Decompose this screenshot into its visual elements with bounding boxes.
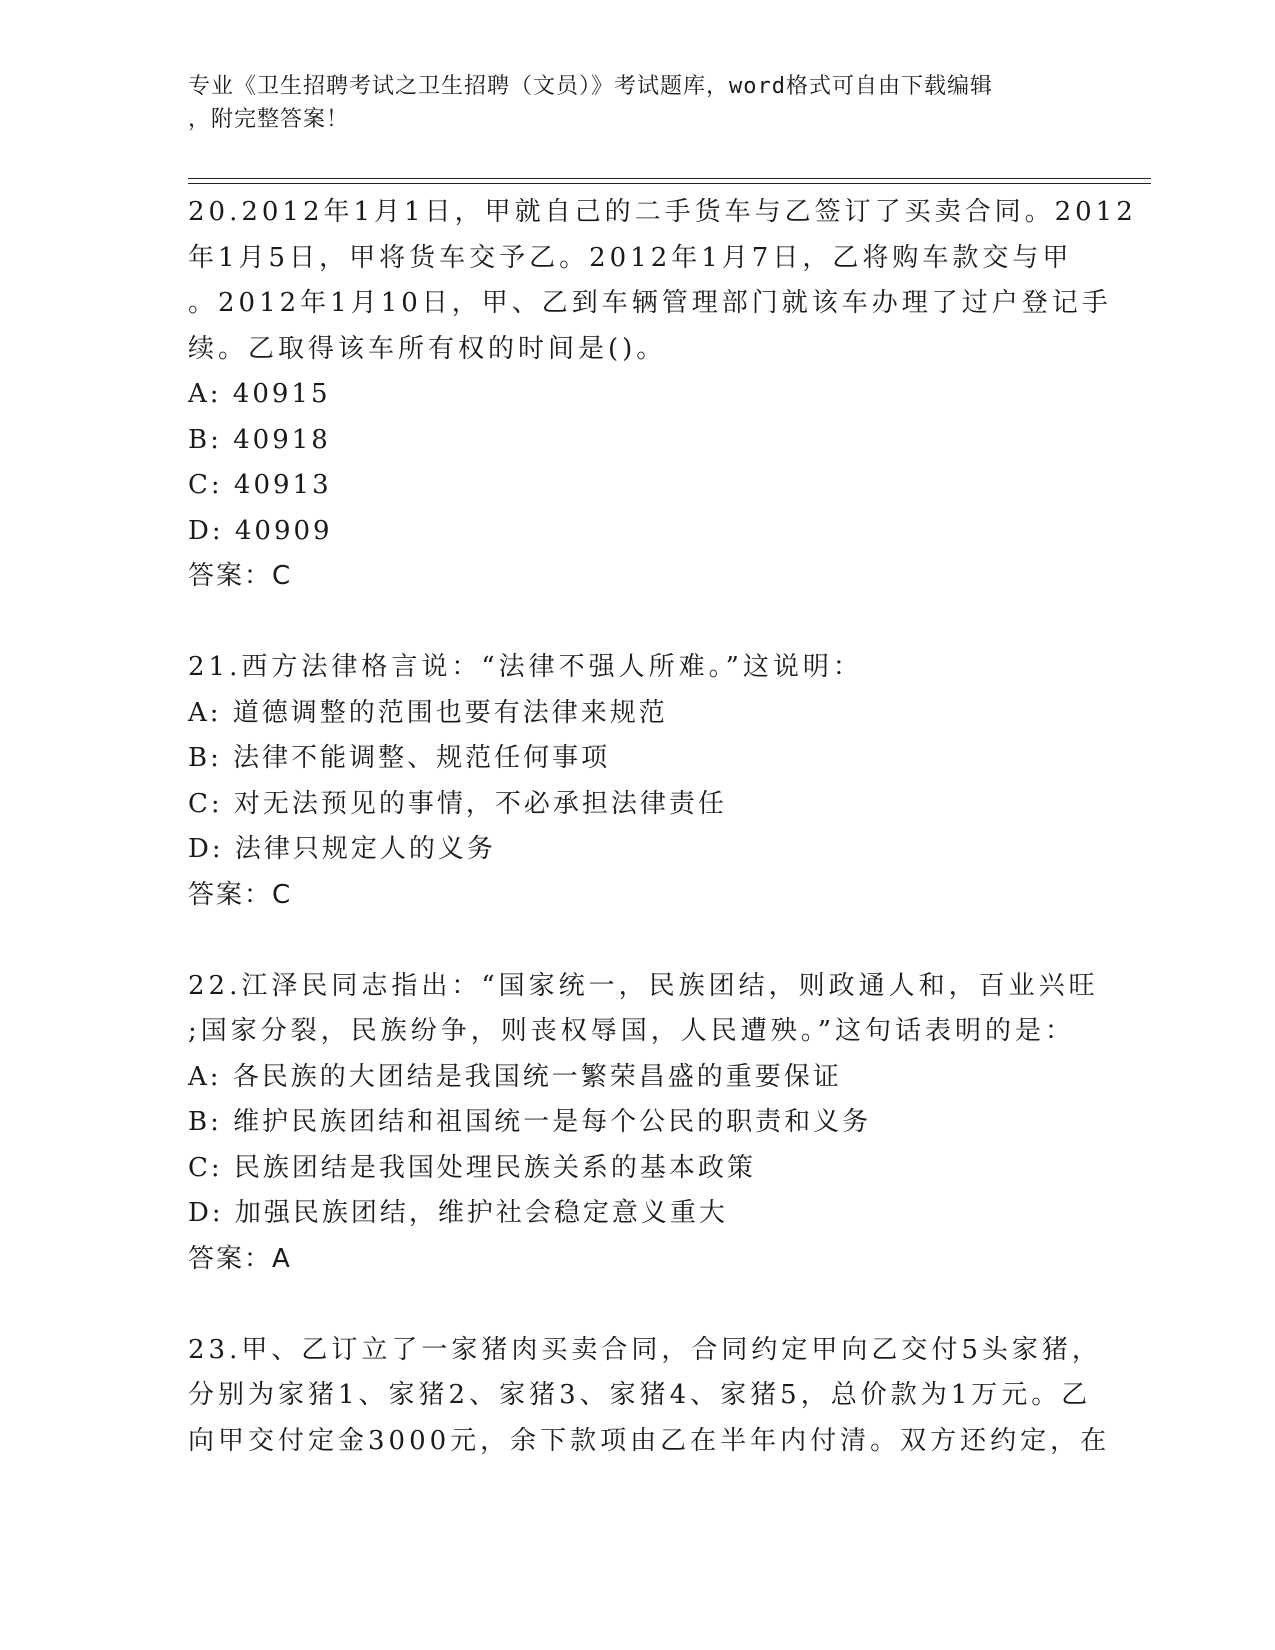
option-b: B: 40918 [188,424,331,455]
option-d: D: 法律只规定人的义务 [188,834,496,864]
question-20 [188,190,1137,600]
spacer [188,600,1088,646]
document-header [188,70,1088,136]
answer-label: 答案：C [188,561,293,591]
option-a: A: 各民族的大团结是我国统一繁荣昌盛的重要保证 [188,1061,842,1092]
option-c: C: 40913 [188,470,332,500]
question-text-line: ;国家分裂，民族纷争，则丧权辱国，人民遭殃。”这句话表明的是： [188,1016,1076,1046]
spacer [188,918,1088,964]
question-22 [188,964,1099,1283]
option-c: C: 对无法预见的事情，不必承担法律责任 [188,788,727,819]
header-line: 专业《卫生招聘考试之卫生招聘（文员）》考试题库，word格式可自由下载编辑 [188,74,993,99]
answer-label: 答案：C [188,879,293,910]
spacer [188,1282,1088,1328]
question-text-line: 向甲交付定金3000元，余下款项由乙在半年内付清。双方还约定，在 [188,1425,1111,1456]
question-text-line: 年1月5日，甲将货车交予乙。2012年1月7日，乙将购车款交与甲 [188,242,1073,273]
question-text-line: 23.甲、乙订立了一家猪肉买卖合同，合同约定甲向乙交付5头家猪， [188,1334,1102,1365]
header-divider [188,183,1151,184]
question-text-line: 22.江泽民同志指出：“国家统一，民族团结，则政通人和，百业兴旺 [188,970,1099,1001]
answer-label: 答案：A [188,1243,292,1274]
question-text-line: 20.2012年1月1日，甲就自己的二手货车与乙签订了买卖合同。2012 [188,197,1137,227]
header-line: ，附完整答案！ [188,107,350,132]
question-text-line: 分别为家猪1、家猪2、家猪3、家猪4、家猪5，总价款为1万元。乙 [188,1380,1092,1410]
option-c: C: 民族团结是我国处理民族关系的基本政策 [188,1152,756,1183]
question-text-line: 。2012年1月10日，甲、乙到车辆管理部门就该车办理了过户登记手 [188,288,1112,318]
option-a: A: 40915 [188,379,331,409]
question-23 [188,1328,1111,1465]
question-21 [188,645,1088,918]
option-b: B: 维护民族团结和祖国统一是每个公民的职责和义务 [188,1107,872,1137]
question-text-line: 续。乙取得该车所有权的时间是()。 [188,333,667,364]
question-list [188,190,1137,1464]
question-text-line: 21.西方法律格言说：“法律不强人所难。”这说明： [188,652,863,682]
option-d: D: 加强民族团结，维护社会稳定意义重大 [188,1198,728,1228]
option-d: D: 40909 [188,515,333,546]
header-divider [188,178,1151,179]
option-b: B: 法律不能调整、规范任何事项 [188,743,611,773]
option-a: A: 道德调整的范围也要有法律来规范 [188,697,668,728]
